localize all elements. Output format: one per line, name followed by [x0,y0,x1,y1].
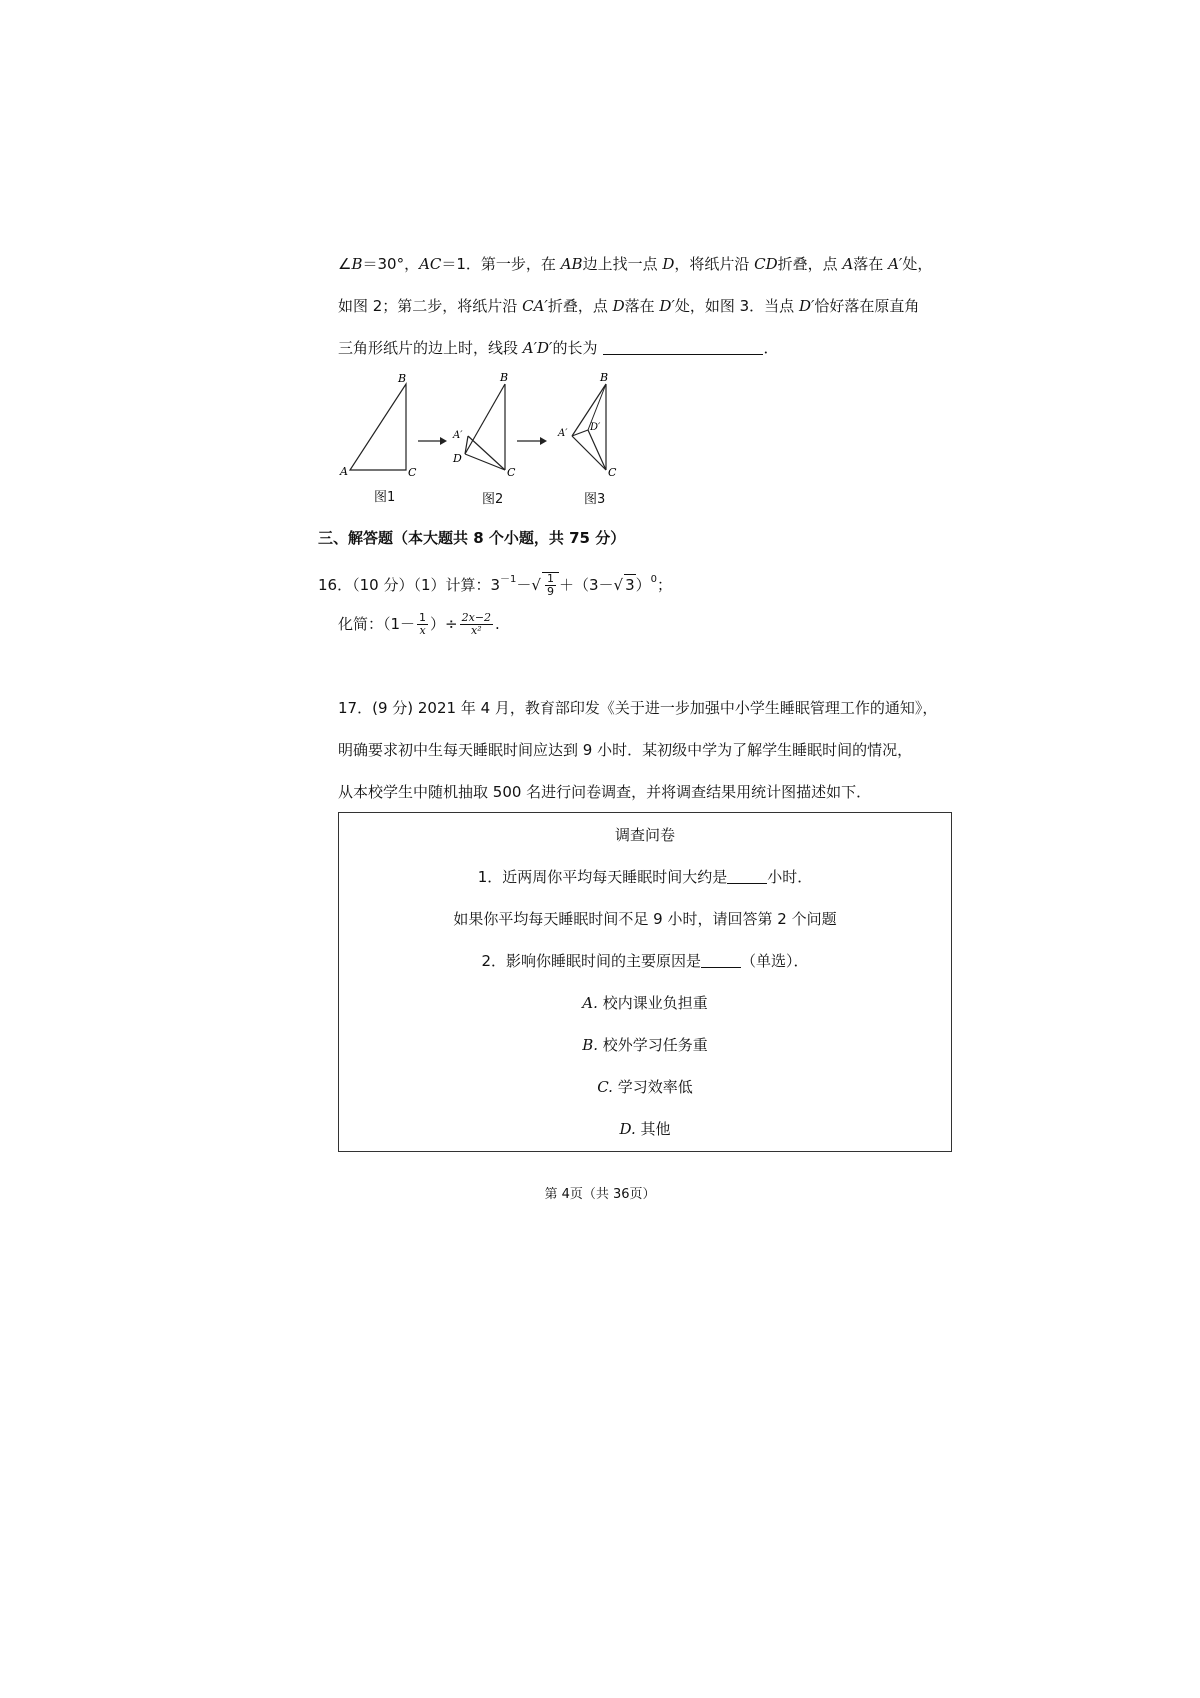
text: 2．影响你睡眠时间的主要原因是 [481,952,702,970]
var-AB: AB [560,255,583,273]
q15-line-1 [338,254,932,274]
text: 三角形纸片的边上时，线段 [338,339,523,357]
text: 恰好落在原直角 [814,297,920,315]
option-letter: A. [582,994,598,1012]
var-D: D [612,297,625,315]
survey-q1 [339,867,951,887]
var-D: D [662,255,675,273]
q17-line-2: 明确要求初中生每天睡眠时间应达到 9 小时．某初级中学为了解学生睡眠时间的情况， [338,741,913,759]
q16-line-2 [338,612,500,637]
fig3-label-C: C [608,466,617,479]
fig1-label-C: C [408,466,417,479]
survey-option-c [339,1077,951,1097]
sqrt-sign: √ [531,576,541,594]
text: 的长为 [552,339,598,357]
option-text: 校内课业负担重 [602,994,708,1012]
fig3-label-B: B [600,372,609,384]
q15-line-2 [338,296,919,316]
numerator: 2x−2 [461,611,492,624]
text: ，将纸片沿 [674,255,755,273]
fig3-caption: 图3 [584,492,606,507]
text: 处，如图 3．当点 [674,297,799,315]
fig1-caption: 图1 [374,490,396,505]
var-B: B [351,255,363,273]
text: ） [635,576,651,594]
numerator: 1 [546,572,554,585]
folding-figures [330,372,650,480]
fig2-caption: 图2 [482,492,504,507]
answer-blank [727,869,767,884]
fig2-label-Ap: A′ [453,430,463,441]
var-D-prime: D′ [659,297,675,315]
text: 折叠，点 [777,255,843,273]
exponent: 0 [650,574,658,585]
sqrt-content [542,572,559,598]
survey-note: 如果你平均每天睡眠时间不足 9 小时，请回答第 2 个问题 [453,910,837,928]
figure-2 [452,372,516,479]
text: 处， [902,255,933,273]
fig2-label-D: D [453,452,462,465]
q16-line-1 [318,570,672,598]
fig3-label-Ap: A′ [558,428,568,439]
text: ）÷ [430,615,458,633]
fig1-label-B: B [398,372,407,385]
answer-blank [701,953,741,968]
text: 1．近两周你平均每天睡眠时间大约是 [477,868,728,886]
q15-line-3 [338,338,778,358]
text: ； [657,576,673,594]
var-CA-prime: CA′ [522,297,548,315]
fraction-one-ninth [545,573,556,598]
option-letter: D. [619,1120,636,1138]
var-A: A [842,255,854,273]
var-D-prime: D′ [798,297,815,315]
option-text: 其他 [640,1120,671,1138]
exponent: －1 [500,574,517,585]
figure-1 [339,372,417,479]
figure-3 [557,372,617,479]
option-letter: C. [597,1078,613,1096]
survey-option-d [339,1119,951,1139]
sqrt-content: 3 [625,576,635,594]
option-letter: B. [582,1036,598,1054]
fig3-label-Dp: D′ [590,422,601,433]
survey-title: 调查问卷 [614,826,675,844]
var-AC: AC [419,255,442,273]
text: 落在 [853,255,889,273]
triangle-abc [350,384,406,470]
denominator: x² [471,624,482,637]
survey-option-b [339,1035,951,1055]
fig2-label-C: C [507,466,516,479]
text: ． [763,339,779,357]
text: 16．（10 分）（1）计算：3 [318,576,501,594]
sqrt-sign: √ [613,576,624,594]
denominator: 9 [546,585,554,598]
text: 落在 [624,297,660,315]
arrow-right-icon [517,437,547,445]
option-text: 校外学习任务重 [602,1036,708,1054]
option-text: 学习效率低 [617,1078,693,1096]
q17-line-3: 从本校学生中随机抽取 500 名进行问卷调查，并将调查结果用统计图描述如下． [338,783,872,801]
denominator: x [419,624,426,637]
survey-option-a [339,993,951,1013]
text: . [495,615,500,633]
text: 化简：（1－ [338,615,416,633]
text: 边上找一点 [582,255,663,273]
answer-blank [603,340,763,355]
text: 如图 2；第二步，将纸片沿 [338,297,523,315]
text: 折叠，点 [547,297,613,315]
var-A-prime: A′ [888,255,903,273]
page-number: 第 4页（共 36页） [544,1187,656,1202]
var-ApDp: A′D′ [522,339,553,357]
section-3-title: 三、解答题（本大题共 8 个小题，共 75 分） [318,529,626,547]
text: ＋（3－ [558,576,614,594]
text: ＝1．第一步，在 [441,255,561,273]
text: － [516,576,532,594]
fig2-label-B: B [500,372,509,384]
fraction-2x-2-over-x2 [460,612,493,637]
survey-box [338,812,952,1152]
fraction-one-over-x [417,612,428,637]
text: 小时． [767,868,813,886]
numerator: 1 [419,611,427,624]
fig1-label-A: A [340,465,348,478]
var-CD: CD [754,255,778,273]
angle-symbol: ∠ [338,255,352,273]
q17-line-1: 17．(9 分) 2021 年 4 月，教育部印发《关于进一步加强中小学生睡眠管理工作的通知》， [338,699,938,717]
survey-q2 [339,951,951,971]
text: ＝30°， [362,255,420,273]
arrow-right-icon [418,437,447,445]
text: （单选）． [741,952,809,970]
